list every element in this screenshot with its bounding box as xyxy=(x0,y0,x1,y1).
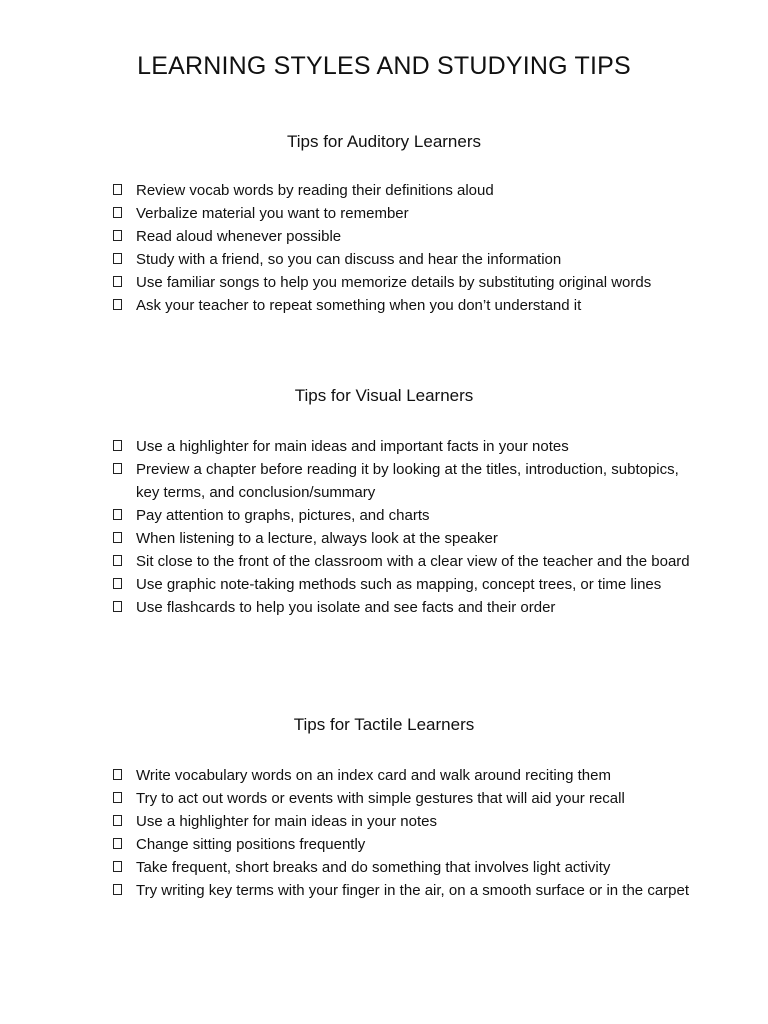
list-item xyxy=(113,573,693,596)
list-item xyxy=(113,596,693,619)
list-item xyxy=(113,248,693,271)
section-heading-tactile: Tips for Tactile Learners xyxy=(293,715,475,734)
list-item xyxy=(113,764,693,787)
list-item xyxy=(113,833,693,856)
list-item-text: Try writing key terms with your finger in the air, on a smooth surface or in the carpet xyxy=(136,882,690,899)
list-item xyxy=(113,527,693,550)
list-item-text: Use familiar songs to help you memorize details by substituting original words xyxy=(136,274,652,291)
list-item-text: Use flashcards to help you isolate and see facts and their order xyxy=(136,599,556,616)
checkbox-icon xyxy=(113,838,122,849)
checkbox-icon xyxy=(113,184,122,195)
checkbox-icon xyxy=(113,509,122,520)
checkbox-icon xyxy=(113,207,122,218)
list-item xyxy=(113,550,693,573)
tactile-tips-list xyxy=(113,764,693,902)
list-item-text: Use graphic note-taking methods such as mapping, concept trees, or time lines xyxy=(136,576,662,593)
list-item-text: Read aloud whenever possible xyxy=(136,228,342,245)
list-item-text: Verbalize material you want to remember xyxy=(136,205,409,222)
checkbox-icon xyxy=(113,253,122,264)
list-item xyxy=(113,225,693,248)
list-item-text: Study with a friend, so you can discuss and hear the information xyxy=(136,251,562,268)
list-item xyxy=(113,879,693,902)
list-item xyxy=(113,810,693,833)
list-item-text: Use a highlighter for main ideas and important facts in your notes xyxy=(136,438,569,455)
page-title: LEARNING STYLES AND STUDYING TIPS xyxy=(137,52,631,80)
list-item-text: Use a highlighter for main ideas in your notes xyxy=(136,813,437,830)
list-item-text: Ask your teacher to repeat something when you don’t understand it xyxy=(136,297,582,314)
list-item xyxy=(113,294,693,317)
list-item xyxy=(113,856,693,879)
checkbox-icon xyxy=(113,440,122,451)
list-item-text: Sit close to the front of the classroom with a clear view of the teacher and the board xyxy=(136,553,690,570)
list-item xyxy=(113,271,693,294)
checkbox-icon xyxy=(113,555,122,566)
list-item xyxy=(113,504,693,527)
list-item-text: Write vocabulary words on an index card and walk around reciting them xyxy=(136,767,611,784)
list-item xyxy=(113,179,693,202)
checkbox-icon xyxy=(113,601,122,612)
checkbox-icon xyxy=(113,532,122,543)
list-item xyxy=(113,787,693,810)
list-item-text: Pay attention to graphs, pictures, and charts xyxy=(136,507,430,524)
list-item-text: Review vocab words by reading their definitions aloud xyxy=(136,182,494,199)
checkbox-icon xyxy=(113,884,122,895)
checkbox-icon xyxy=(113,230,122,241)
list-item xyxy=(113,458,693,504)
checkbox-icon xyxy=(113,276,122,287)
checkbox-icon xyxy=(113,463,122,474)
auditory-tips-list xyxy=(113,179,693,317)
list-item-text: Preview a chapter before reading it by looking at the titles, introduction, subtopics, key terms, and conclusion/summary xyxy=(136,461,679,501)
list-item-text: Change sitting positions frequently xyxy=(136,836,366,853)
list-item-text: Try to act out words or events with simple gestures that will aid your recall xyxy=(136,790,625,807)
checkbox-icon xyxy=(113,861,122,872)
visual-tips-list xyxy=(113,435,693,619)
section-heading-auditory: Tips for Auditory Learners xyxy=(286,132,481,151)
checkbox-icon xyxy=(113,578,122,589)
checkbox-icon xyxy=(113,792,122,803)
checkbox-icon xyxy=(113,815,122,826)
list-item-text: When listening to a lecture, always look at the speaker xyxy=(136,530,498,547)
list-item-text: Take frequent, short breaks and do something that involves light activity xyxy=(136,859,611,876)
section-heading-visual: Tips for Visual Learners xyxy=(294,386,474,405)
checkbox-icon xyxy=(113,769,122,780)
list-item xyxy=(113,435,693,458)
checkbox-icon xyxy=(113,299,122,310)
list-item xyxy=(113,202,693,225)
